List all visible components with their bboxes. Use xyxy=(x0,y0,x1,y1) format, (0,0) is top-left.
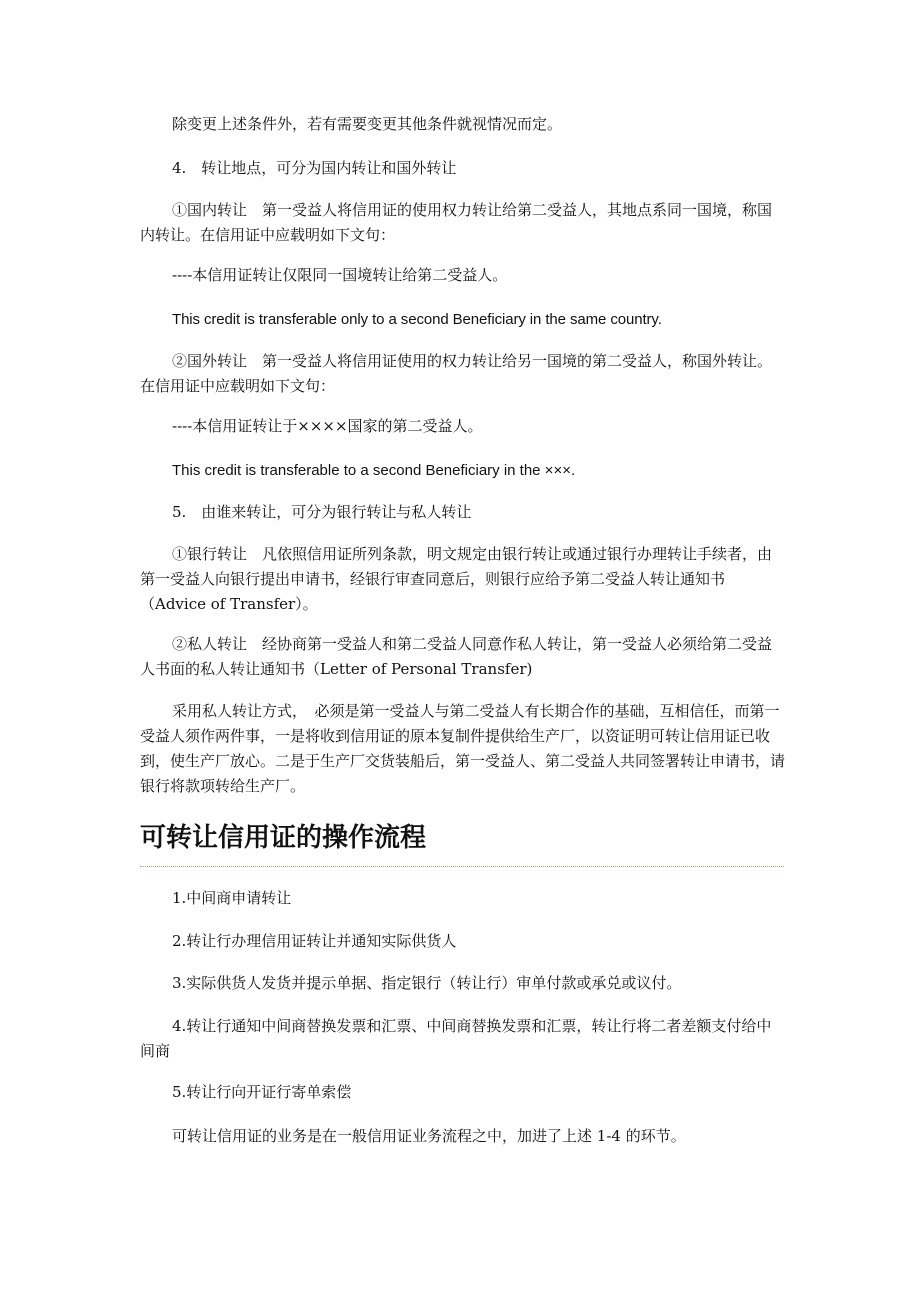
paragraph-domestic-transfer: ①国内转让 第一受益人将信用证的使用权力转让给第二受益人，其地点系同一国境，称国内转让。在信用证中应载明如下文句： xyxy=(140,201,773,244)
steps-summary: 可转让信用证的业务是在一般信用证业务流程之中，加进了上述 1-4 的环节。 xyxy=(172,1127,686,1145)
paragraph-bank-transfer: ①银行转让 凡依照信用证所列条款，明文规定由银行转让或通过银行办理转让手续者，由第一受益人向银行提出申请书，经银行审查同意后，则银行应给予第二受益人转让通知书（Advice of Transfer）。 xyxy=(140,545,773,613)
paragraph-domestic-clause-cn: ----本信用证转让仅限同一国境转让给第二受益人。 xyxy=(172,266,508,284)
section-heading: 可转让信用证的操作流程 xyxy=(140,823,427,853)
paragraph-foreign-clause-en: This credit is transferable to a second Beneficiary in the ×××. xyxy=(172,462,576,479)
paragraph-item-5-heading: 5. 由谁来转让，可分为银行转让与私人转让 xyxy=(172,503,472,521)
step-2: 2.转让行办理信用证转让并通知实际供货人 xyxy=(172,932,457,950)
step-3: 3.实际供货人发货并提示单据、指定银行（转让行）审单付款或承兑或议付。 xyxy=(172,974,682,992)
paragraph-item-4-heading: 4. 转让地点，可分为国内转让和国外转让 xyxy=(172,159,457,177)
section-divider xyxy=(140,866,784,867)
paragraph-foreign-clause-cn: ----本信用证转让于××××国家的第二受益人。 xyxy=(172,417,483,435)
step-1: 1.中间商申请转让 xyxy=(172,889,292,907)
paragraph-foreign-transfer: ②国外转让 第一受益人将信用证使用的权力转让给另一国境的第二受益人，称国外转让。在信用证中应载明如下文句： xyxy=(140,352,773,395)
step-5: 5.转让行向开证行寄单索偿 xyxy=(172,1083,352,1101)
paragraph-change-conditions: 除变更上述条件外，若有需要变更其他条件就视情况而定。 xyxy=(172,115,563,133)
paragraph-private-transfer: ②私人转让 经协商第一受益人和第二受益人同意作私人转让，第一受益人必须给第二受益人书面的私人转让通知书（Letter of Personal Transfer) xyxy=(140,635,773,678)
paragraph-domestic-clause-en: This credit is transferable only to a second Beneficiary in the same country. xyxy=(172,311,662,328)
paragraph-private-transfer-method: 采用私人转让方式， 必须是第一受益人与第二受益人有长期合作的基础，互相信任，而第一受益人须作两件事，一是将收到信用证的原本复制件提供给生产厂，以资证明可转让信用证已收到，使生产厂放心。二是于生产厂交货装船后，第一受益人、第二受益人共同签署转让申请书，请银行将款项转给生产厂。 xyxy=(140,702,786,795)
step-4: 4.转让行通知中间商替换发票和汇票、中间商替换发票和汇票，转让行将二者差额支付给中间商 xyxy=(140,1017,772,1060)
